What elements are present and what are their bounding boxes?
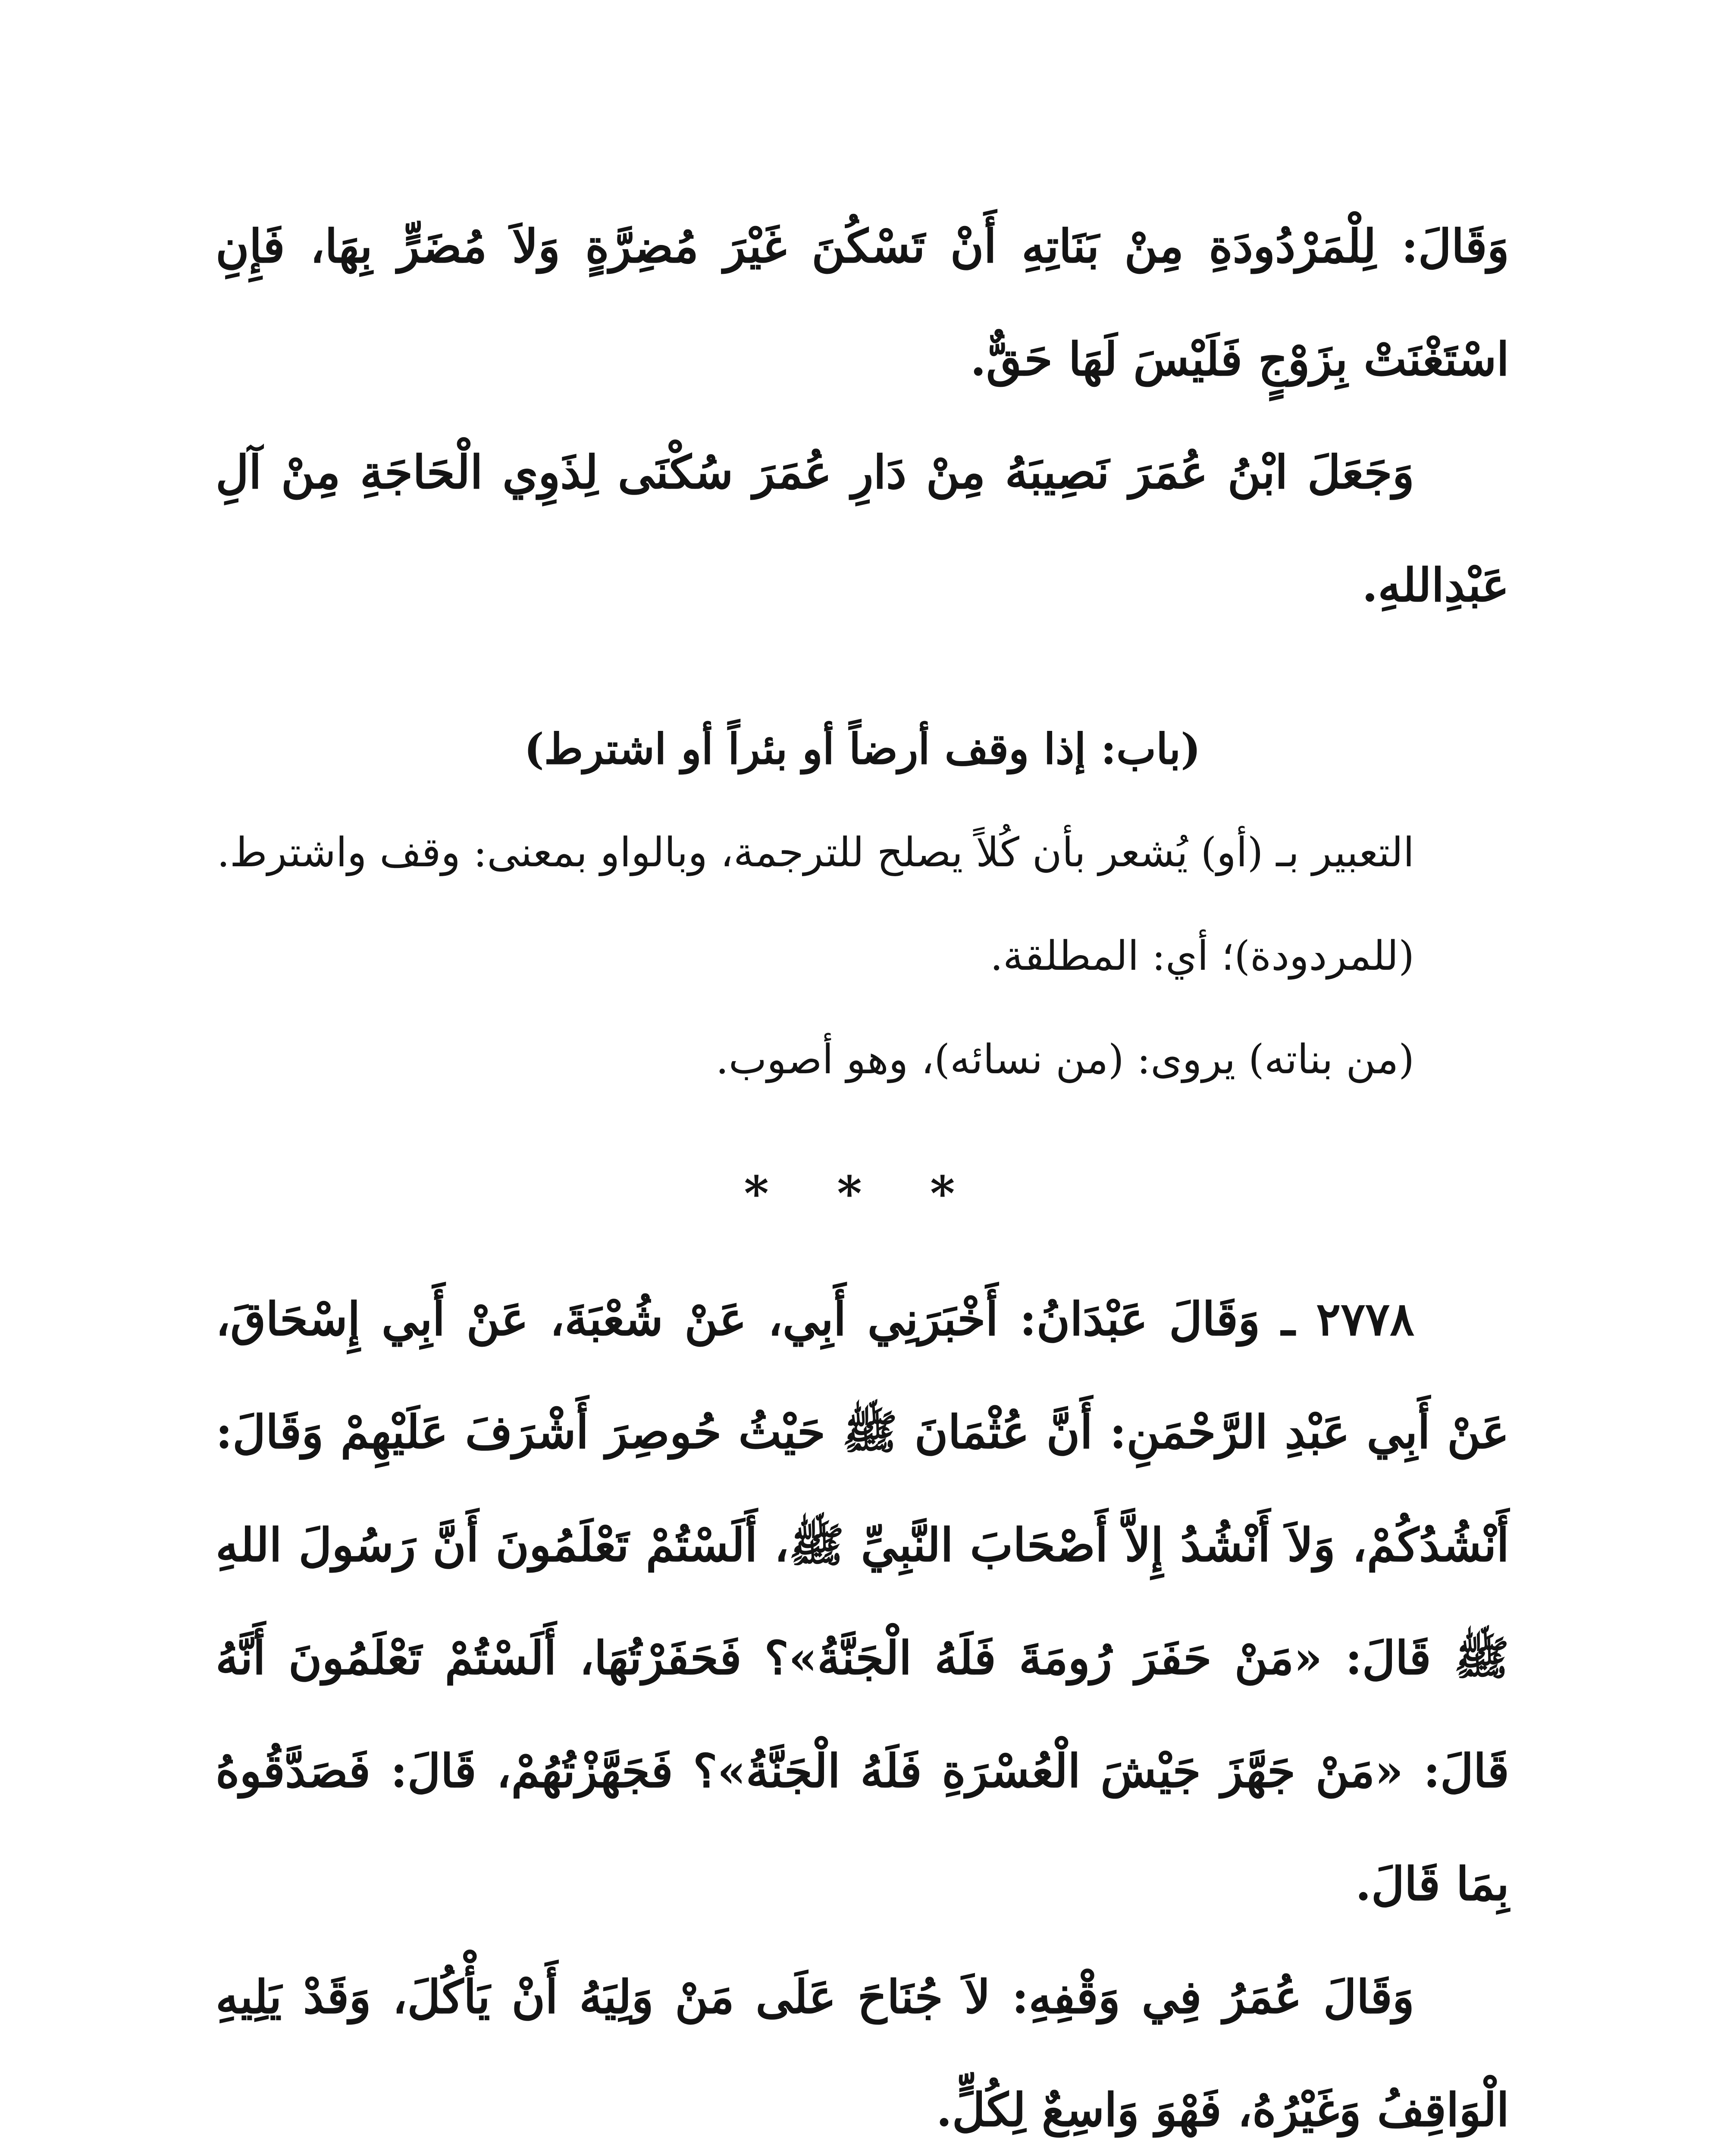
- quote-paragraph-2: وَجَعَلَ ابْنُ عُمَرَ نَصِيبَهُ مِنْ دَارِ عُمَرَ سُكْنَى لِذَوِي الْحَاجَةِ مِنْ آلِ عَبْدِاللهِ.: [216, 445, 1509, 612]
- hadith-paragraph-2: وَقَالَ عُمَرُ فِي وَقْفِهِ: لاَ جُنَاحَ عَلَى مَنْ وَلِيَهُ أَنْ يَأْكُلَ، وَقَدْ يَلِيهِ الْوَاقِفُ وَغَيْرُهُ، فَهْوَ وَاسِعٌ لِكُلٍّ.: [216, 1970, 1509, 2137]
- section-separator: * * *: [744, 1166, 981, 1221]
- commentary-note-3: (من بناته) يروى: (من نسائه)، وهو أصوب.: [715, 1036, 1414, 1083]
- hadith-paragraph-1: ٢٧٧٨ ـ وَقَالَ عَبْدَانُ: أَخْبَرَنِي أَبِي، عَنْ شُعْبَةَ، عَنْ أَبِي إِسْحَاقَ، عَنْ أَبِي عَبْدِ الرَّحْمَنِ: أَنَّ عُثْمَانَ ﷺ حَيْثُ حُوصِرَ أَشْرَفَ عَلَيْهِمْ وَقَالَ: أَنْشُدُكُمْ، وَلاَ أَنْشُدُ إِلاَّ أَصْحَابَ النَّبِيِّ ﷺ، أَلَسْتُمْ تَعْلَمُونَ أَنَّ رَسُولَ اللهِ ﷺ قَالَ: «مَنْ حَفَرَ رُومَةَ فَلَهُ الْجَنَّةُ»؟ فَحَفَرْتُهَا، أَلَسْتُمْ تَعْلَمُونَ أَنَّهُ قَالَ: «مَنْ جَهَّزَ جَيْشَ الْعُسْرَةِ فَلَهُ الْجَنَّةُ»؟ فَجَهَّزْتُهُمْ، قَالَ: فَصَدَّقُوهُ بِمَا قَالَ.: [216, 1292, 1509, 1911]
- commentary-note-2: (للمردودة)؛ أي: المطلقة.: [990, 933, 1414, 980]
- chapter-heading: (باب: إذا وقف أرضاً أو بئراً أو اشترط): [524, 724, 1201, 774]
- quote-paragraph-1: وَقَالَ: لِلْمَرْدُودَةِ مِنْ بَنَاتِهِ أَنْ تَسْكُنَ غَيْرَ مُضِرَّةٍ وَلاَ مُضَرٍّ بِهَا، فَإِنِ اسْتَغْنَتْ بِزَوْجٍ فَلَيْسَ لَهَا حَقٌّ.: [216, 219, 1509, 386]
- page-content: [216, 190, 1509, 2156]
- commentary-note-1: التعبير بـ (أو) يُشعر بأن كُلاً يصلح للترجمة، وبالواو بمعنى: وقف واشترط.: [217, 829, 1414, 876]
